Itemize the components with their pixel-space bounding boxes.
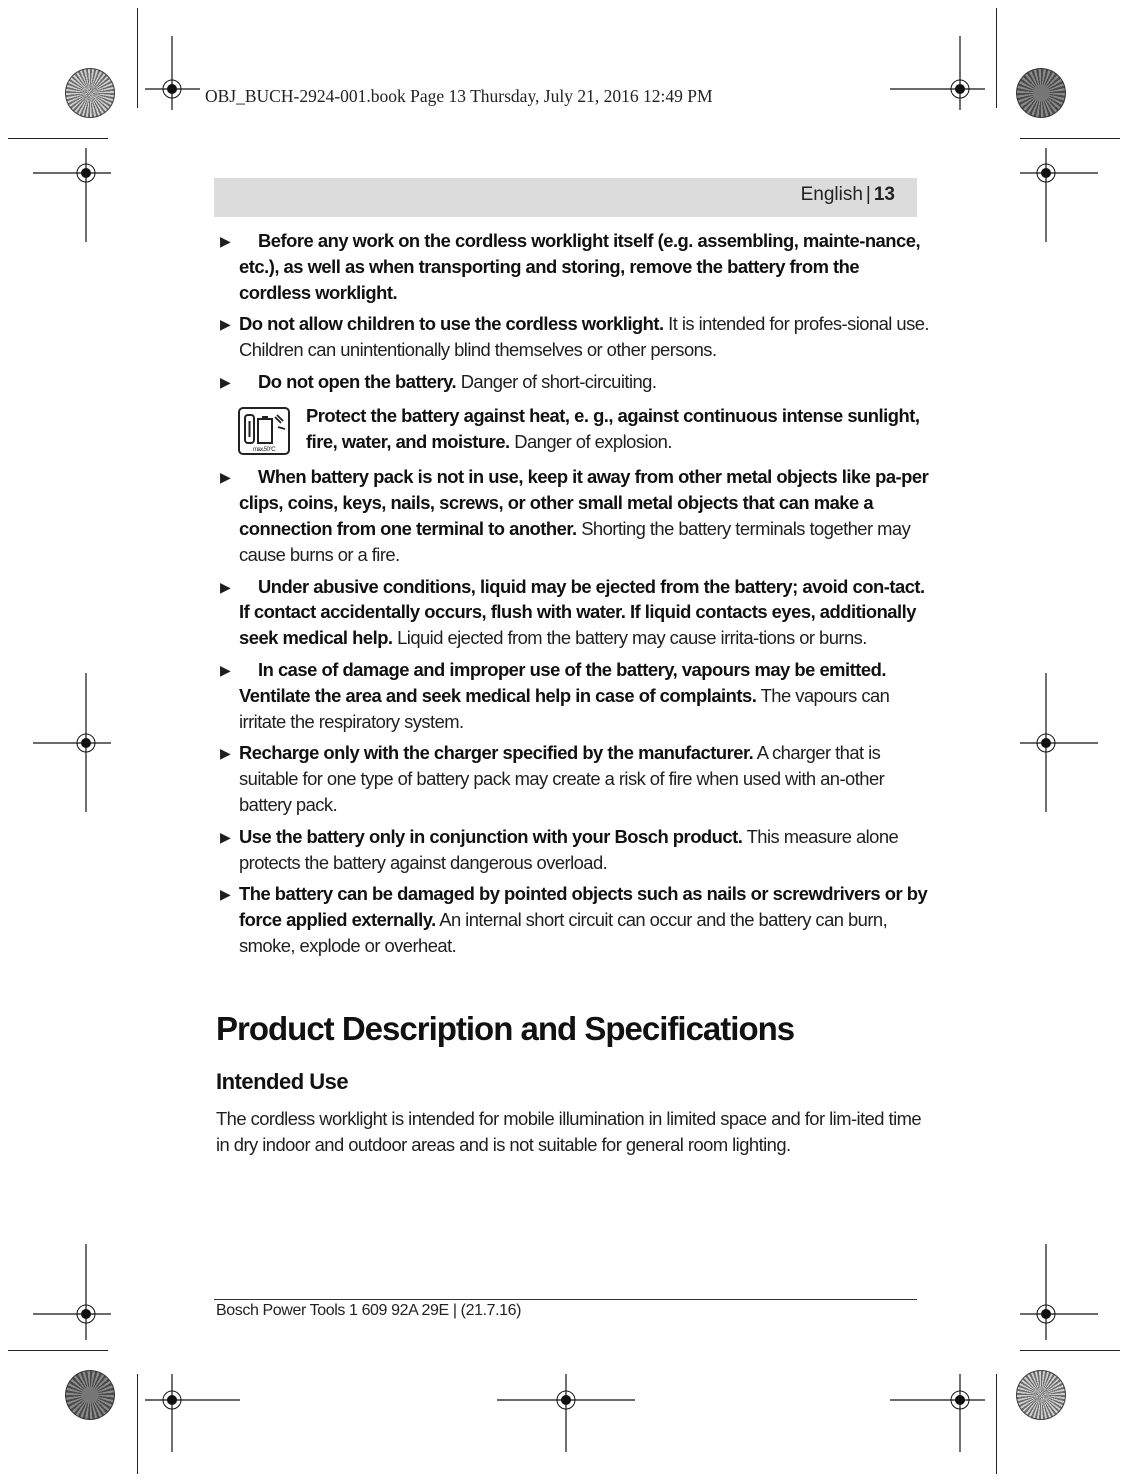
list-item: [218, 574, 930, 651]
list-item: [218, 228, 930, 305]
list-item: [218, 657, 930, 734]
footer-rule: [214, 1299, 917, 1300]
warning-text: Liquid ejected from the battery may cause irrita-tions or burns.: [392, 627, 867, 649]
warning-bold: Recharge only with the charger specified by the manufacturer.: [239, 742, 754, 764]
svg-text:max.50°C: max.50°C: [252, 446, 276, 453]
list-item-with-icon: [218, 403, 930, 455]
warning-text: Danger of explosion.: [509, 430, 672, 452]
page-number: 13: [873, 184, 895, 205]
bullet-arrow-icon: ▶: [220, 828, 231, 845]
bullet-arrow-icon: ▶: [220, 469, 231, 486]
list-item: [218, 881, 930, 958]
page-footer: Bosch Power Tools 1 609 92A 29E | (21.7.16): [216, 1302, 522, 1319]
warning-text: Danger of short-circuiting.: [456, 370, 657, 392]
list-item: [218, 311, 930, 363]
warning-text: An internal short circuit can occur and the battery can burn, smoke, explode or overheat.: [239, 909, 888, 956]
list-item: [218, 464, 930, 567]
warning-bold: When battery pack is not in use, keep it away from other metal objects like pa-per clips, coins, keys, nails, screws, or other small metal objects that can make a connection from one terminal to another.: [239, 466, 929, 539]
page-header-bar: [214, 178, 917, 217]
battery-heat-warning-icon: [238, 407, 290, 455]
bullet-arrow-icon: ▶: [220, 316, 231, 333]
warning-bold: Protect the battery against heat, e. g., against continuous intense sunlight, fire, water, and moisture.: [306, 404, 920, 452]
warning-bold: Use the battery only in conjunction with your Bosch product.: [239, 825, 743, 847]
list-item: [218, 369, 930, 395]
bullet-arrow-icon: ▶: [220, 233, 231, 249]
warning-bold: The battery can be damaged by pointed objects such as nails or screwdrivers or by force applied externally.: [239, 883, 928, 931]
bullet-arrow-icon: ▶: [220, 745, 231, 762]
print-header-slug: OBJ_BUCH-2924-001.book Page 13 Thursday, July 21, 2016 12:49 PM: [205, 86, 713, 106]
section-title: Product Description and Specifications: [216, 1010, 795, 1047]
page-language: English: [800, 184, 863, 205]
warning-bold: Do not allow children to use the cordless worklight.: [239, 313, 664, 335]
subsection-title: Intended Use: [216, 1069, 349, 1094]
warning-text: Shorting the battery terminals together may cause burns or a fire.: [239, 517, 911, 565]
warning-bold: Under abusive conditions, liquid may be ejected from the battery; avoid con-tact. If contact accidentally occurs, flush with water. If liquid contacts eyes, additionally seek medical help.: [239, 575, 925, 649]
intended-use-paragraph: The cordless worklight is intended for mobile illumination in limited space and for lim-ited time in dry indoor and outdoor areas and is not suitable for general room lighting.: [216, 1108, 922, 1155]
warning-text: This measure alone protects the battery against dangerous overload.: [239, 825, 899, 873]
bullet-arrow-icon: ▶: [220, 661, 231, 678]
warning-bold: Do not open the battery.: [258, 370, 457, 392]
page-header-separator: |: [865, 184, 871, 205]
warning-text: It is intended for profes-sional use. Children can unintentionally blind themselves or other persons.: [239, 313, 929, 361]
warning-bold: Before any work on the cordless worklight itself (e.g. assembling, mainte-nance, etc.), as well as when transporting and storing, remove the battery from the cordless worklight.: [239, 230, 921, 303]
list-item: [218, 824, 930, 876]
bullet-arrow-icon: ▶: [220, 373, 231, 390]
warning-bold: In case of damage and improper use of the battery, vapours may be emitted. Ventilate the area and seek medical help in case of complaints.: [239, 658, 886, 706]
warning-text: A charger that is suitable for one type of battery pack may create a risk of fire when used with an-other battery pack.: [239, 742, 885, 815]
bullet-arrow-icon: ▶: [220, 578, 231, 595]
warning-text: The vapours can irritate the respiratory system.: [239, 684, 890, 732]
list-item: [218, 740, 930, 817]
bullet-arrow-icon: ▶: [220, 886, 231, 903]
safety-warnings-list: [218, 228, 930, 965]
page-header: [801, 184, 895, 206]
